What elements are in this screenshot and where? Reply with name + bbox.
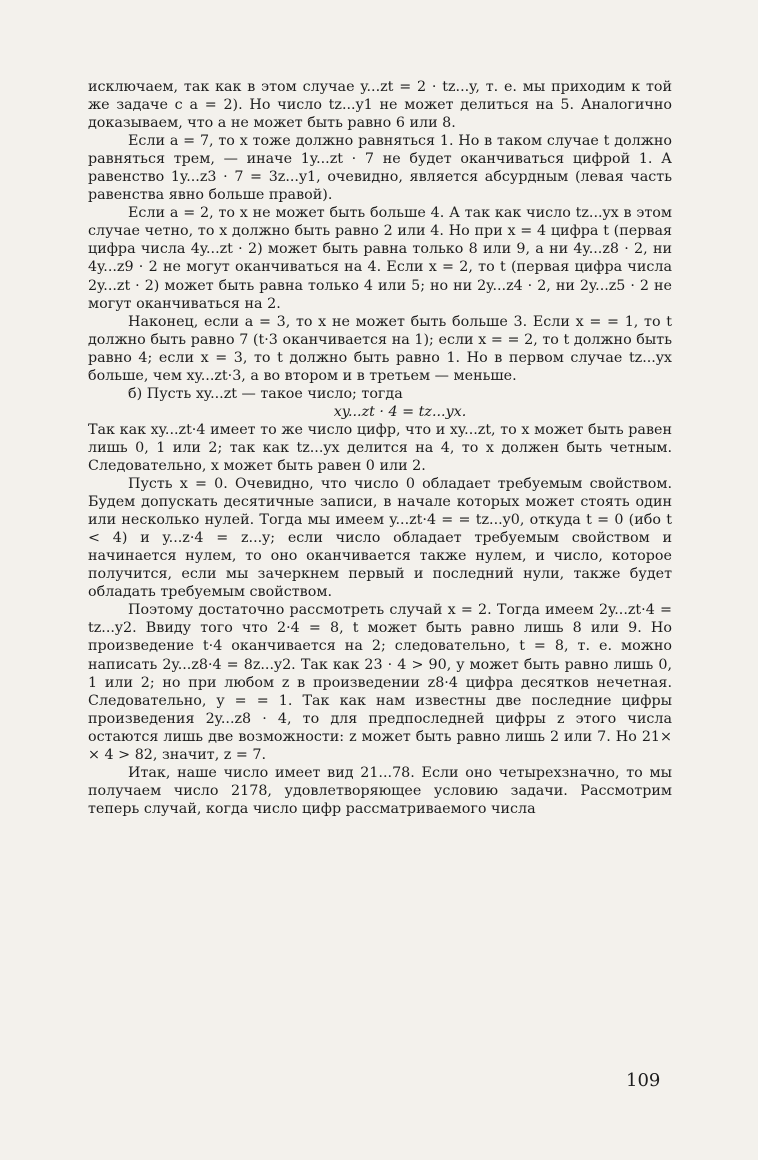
paragraph: Поэтому достаточно рассмотреть случай x = 2. Тогда имеем 2y...zt·4 = tz...y2. Ввиду того что 2·4 = 8, t может быть равно лишь 8 или 9. Но произведение t·4 оканчивается на 2; следовательно, t = 8, т. е. можно написать 2y...z8·4 = 8z...y2. Так как 23 · 4 > 90, y может быть равно лишь 0, 1 или 2; но при любом z в произведении z8·4 цифра десятков нечетная. Следовательно, y = = 1. Так как нам известны две последние цифры произведения 2y...z8 · 4, то для предпоследней цифры z этого числа остаются лишь две возможности: z может быть равно лишь 2 или 7. Но 21× × 4 > 82, значит, z = 7. <box>88 602 672 763</box>
paragraph: б) Пусть xy...zt — такое число; тогда <box>128 385 403 402</box>
paragraph: Если a = 7, то x тоже должно равняться 1. Но в таком случае t должно равняться трем, — иначе 1y...zt · 7 не будет оканчиваться цифрой 1. А равенство 1y...z3 · 7 = 3z...y1, очевидно, является абсурдным (левая часть равенства явно больше правой). <box>88 133 672 204</box>
paragraph: Итак, наше число имеет вид 21...78. Если оно четырехзначно, то мы получаем число 2178, удовлетворяющее условию задачи. Рассмотрим теперь случай, когда число цифр рассматриваемого числа <box>88 764 672 817</box>
display-formula: xy...zt · 4 = tz...yx. <box>333 403 467 420</box>
paragraph: Пусть x = 0. Очевидно, что число 0 обладает требуемым свойством. Будем допускать десятичные записи, в начале которых может стоять один или несколько нулей. Тогда мы имеем y...zt·4 = = tz...y0, откуда t = 0 (ибо t < 4) и y...z·4 = z...y; если число обладает требуемым свойством и начинается нулем, то оно оканчивается также нулем, и число, которое получится, если мы зачеркнем первый и последний нули, также будет обладать требуемым свойством. <box>88 476 672 601</box>
paragraph: Наконец, если a = 3, то x не может быть больше 3. Если x = = 1, то t должно быть равно 7 (t·3 оканчивается на 1); если x = = 2, то t должно быть равно 4; если x = 3, то t должно быть равно 1. Но в первом случае tz...yx больше, чем xy...zt·3, а во втором и в третьем — меньше. <box>88 313 672 384</box>
page-number: 109 <box>626 1070 661 1091</box>
paragraph: Так как xy...zt·4 имеет то же число цифр, что и xy...zt, то x может быть равен лишь 0, 1 или 2; так как tz...yx делится на 4, то x должен быть четным. Следовательно, x может быть равен 0 или 2. <box>88 421 672 474</box>
paragraph: исключаем, так как в этом случае y...zt = 2 · tz...y, т. е. мы приходим к той же задаче с a = 2). Но число tz...y1 не может делиться на 5. Аналогично доказываем, что a не может быть равно 6 или 8. <box>88 79 672 132</box>
page-body <box>88 78 672 818</box>
paragraph: Если a = 2, то x не может быть больше 4. А так как число tz...yx в этом случае четно, то x должно быть равно 2 или 4. Но при x = 4 цифра t (первая цифра числа 4y...zt · 2) может быть равна только 8 или 9, а ни 4y...z8 · 2, ни 4y...z9 · 2 не могут оканчиваться на 4. Если x = 2, то t (первая цифра числа 2y...zt · 2) может быть равна только 4 или 5; но ни 2y...z4 · 2, ни 2y...z5 · 2 не могут оканчиваться на 2. <box>88 205 672 312</box>
